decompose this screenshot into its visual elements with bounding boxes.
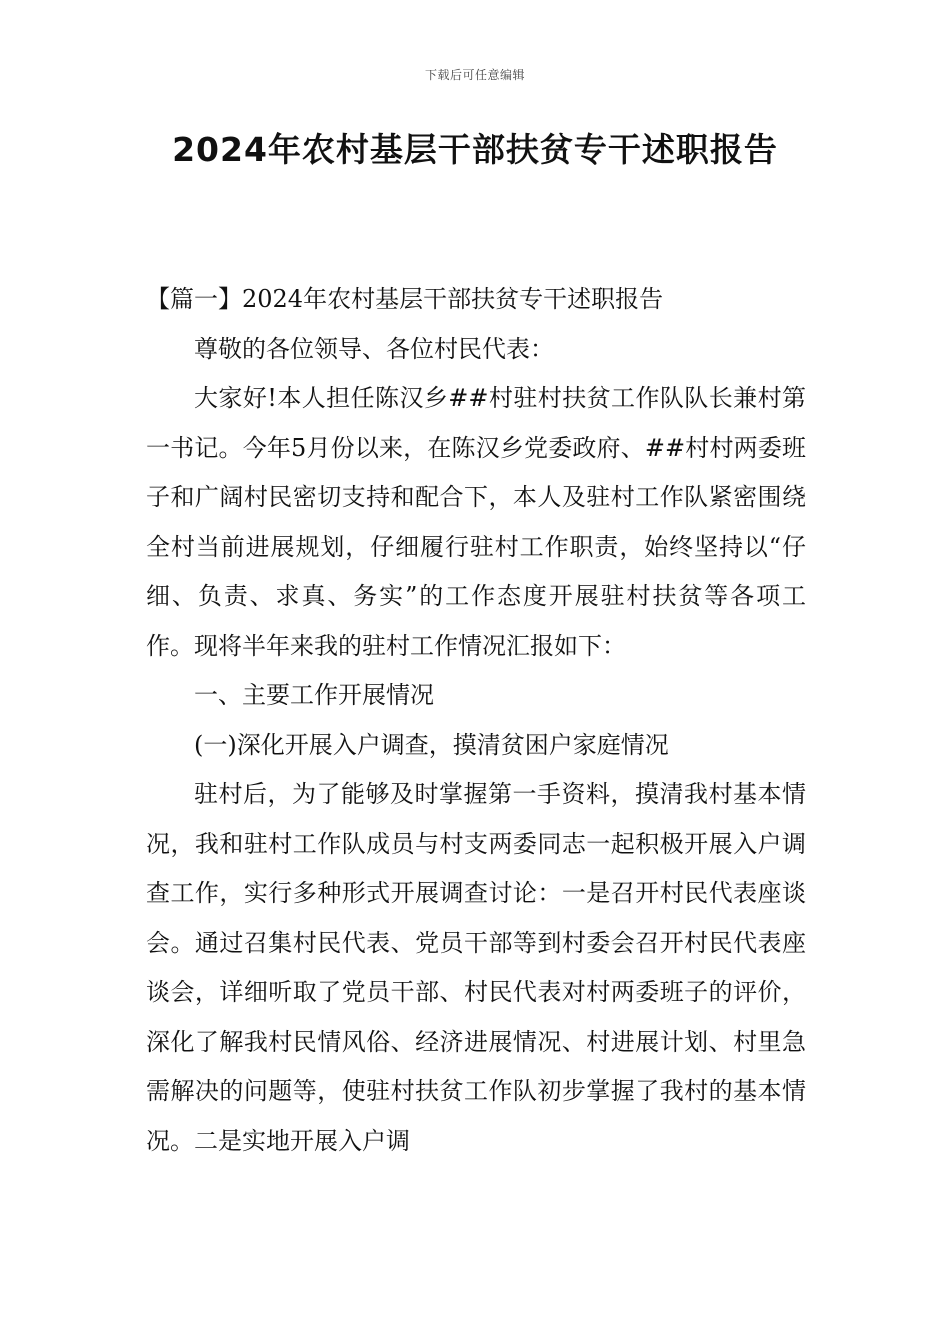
heading-main-work: 一、主要工作开展情况 — [194, 681, 434, 709]
salutation-paragraph: 尊敬的各位领导、各位村民代表： — [194, 334, 554, 363]
document-title: 2024年农村基层干部扶贫专干述职报告 — [172, 130, 778, 169]
document-body — [146, 275, 806, 1166]
survey-paragraph: 驻村后，为了能够及时掌握第一手资料，摸清我村基本情况，我和驻村工作队成员与村支两委同志一起积极开展入户调查工作，实行多种形式开展调查讨论：一是召开村民代表座谈会。通过召集村民代表、党员干部等到村委会召开村民代表座谈会，详细听取了党员干部、村民代表对村两委班子的评价，深化了解我村民情风俗、经济进展情况、村进展计划、村里急需解决的问题等，使驻村扶贫工作队初步掌握了我村的基本情况。二是实地开展入户调 — [146, 780, 806, 1155]
header-note: 下载后可任意编辑 — [424, 68, 525, 82]
section-heading: 【篇一】2024年农村基层干部扶贫专干述职报告 — [146, 285, 664, 313]
subheading-household-survey: (一)深化开展入户调查，摸清贫困户家庭情况 — [194, 730, 669, 759]
intro-paragraph: 大家好!本人担任陈汉乡##村驻村扶贫工作队队长兼村第一书记。今年5月份以来，在陈汉乡党委政府、##村村两委班子和广阔村民密切支持和配合下，本人及驻村工作队紧密围绕全村当前进展规划，仔细履行驻村工作职责，始终坚持以“仔细、负责、求真、务实”的工作态度开展驻村扶贫等各项工作。现将半年来我的驻村工作情况汇报如下： — [146, 384, 806, 660]
